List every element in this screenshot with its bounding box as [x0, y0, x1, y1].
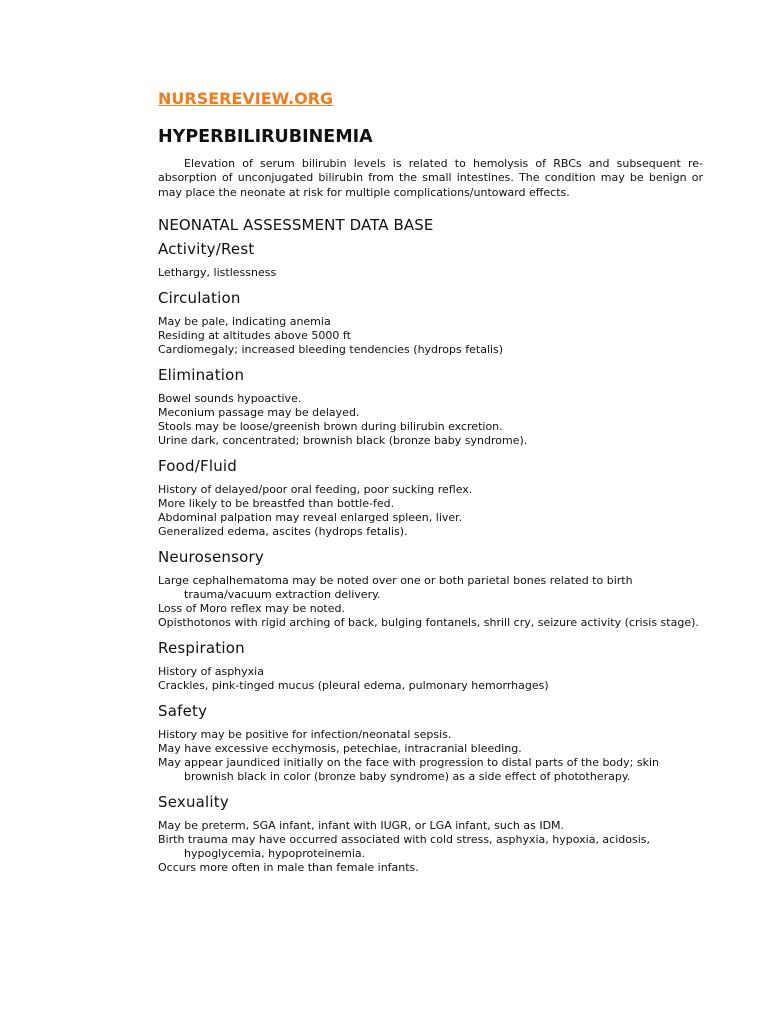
- site-link[interactable]: NURSEREVIEW.ORG: [158, 89, 334, 108]
- section-lines: [158, 315, 703, 357]
- section-lines: [158, 266, 703, 280]
- section-line: Stools may be loose/greenish brown during bilirubin excretion.: [158, 419, 503, 433]
- section-line: Opisthotonos with rigid arching of back, bulging fontanels, shrill cry, seizure activity (crisis stage).: [158, 615, 699, 629]
- section-heading: Respiration: [158, 638, 245, 657]
- section-lines: [158, 819, 703, 875]
- section-line: Abdominal palpation may reveal enlarged spleen, liver.: [158, 510, 463, 524]
- assessment-section: [158, 547, 703, 630]
- assessment-section: [158, 456, 703, 539]
- section-lines: [158, 728, 703, 784]
- document-title: HYPERBILIRUBINEMIA: [158, 127, 373, 147]
- section-line: History of asphyxia: [158, 664, 264, 678]
- section-heading: Food/Fluid: [158, 456, 238, 475]
- section-line: Birth trauma may have occurred associated with cold stress, asphyxia, hypoxia, acidosis, hypoglycemia, hypoproteinemia.: [158, 832, 651, 860]
- section-line: Generalized edema, ascites (hydrops fetalis).: [158, 524, 408, 538]
- section-line: May have excessive ecchymosis, petechiae, intracranial bleeding.: [158, 741, 522, 755]
- section-line: Crackles, pink-tinged mucus (pleural edema, pulmonary hemorrhages): [158, 678, 549, 692]
- section-line: Loss of Moro reflex may be noted.: [158, 601, 345, 615]
- section-heading: Sexuality: [158, 792, 229, 811]
- section-line: Large cephalhematoma may be noted over one or both parietal bones related to birth trauma/vacuum extraction delivery.: [158, 573, 633, 601]
- assessment-section: [158, 365, 703, 448]
- section-lines: [158, 665, 703, 693]
- assessment-sections: [158, 239, 703, 875]
- intro-paragraph: Elevation of serum bilirubin levels is related to hemolysis of RBCs and subsequent re-absorption of unconjugated bilirubin from the small intestines. The condition may be benign or may place the neonate at risk for multiple complications/untoward effects.: [158, 157, 703, 199]
- section-lines: [158, 574, 703, 630]
- assessment-section: [158, 792, 703, 875]
- section-line: May be pale, indicating anemia: [158, 314, 331, 328]
- section-line: May be preterm, SGA infant, infant with IUGR, or LGA infant, such as IDM.: [158, 818, 565, 832]
- section-lines: [158, 483, 703, 539]
- database-heading: NEONATAL ASSESSMENT DATA BASE: [158, 215, 434, 234]
- section-heading: Elimination: [158, 365, 245, 384]
- section-line: History of delayed/poor oral feeding, poor sucking reflex.: [158, 482, 473, 496]
- section-line: Urine dark, concentrated; brownish black (bronze baby syndrome).: [158, 433, 528, 447]
- section-line: Bowel sounds hypoactive.: [158, 391, 302, 405]
- section-line: May appear jaundiced initially on the face with progression to distal parts of the body; skin brownish black in color (bronze baby syndrome) as a side effect of phototherapy.: [158, 755, 659, 783]
- section-line: Occurs more often in male than female infants.: [158, 860, 419, 874]
- section-heading: Neurosensory: [158, 547, 264, 566]
- section-heading: Activity/Rest: [158, 239, 255, 258]
- assessment-section: [158, 288, 703, 357]
- section-line: Cardiomegaly; increased bleeding tendencies (hydrops fetalis): [158, 342, 504, 356]
- section-line: Residing at altitudes above 5000 ft: [158, 328, 351, 342]
- assessment-section: [158, 638, 703, 693]
- section-line: Meconium passage may be delayed.: [158, 405, 360, 419]
- section-line: More likely to be breastfed than bottle-fed.: [158, 496, 395, 510]
- section-heading: Circulation: [158, 288, 241, 307]
- assessment-section: [158, 701, 703, 784]
- section-lines: [158, 392, 703, 448]
- section-line: History may be positive for infection/neonatal sepsis.: [158, 727, 452, 741]
- section-line: Lethargy, listlessness: [158, 265, 277, 279]
- section-heading: Safety: [158, 701, 208, 720]
- assessment-section: [158, 239, 703, 280]
- document-page: [158, 88, 703, 875]
